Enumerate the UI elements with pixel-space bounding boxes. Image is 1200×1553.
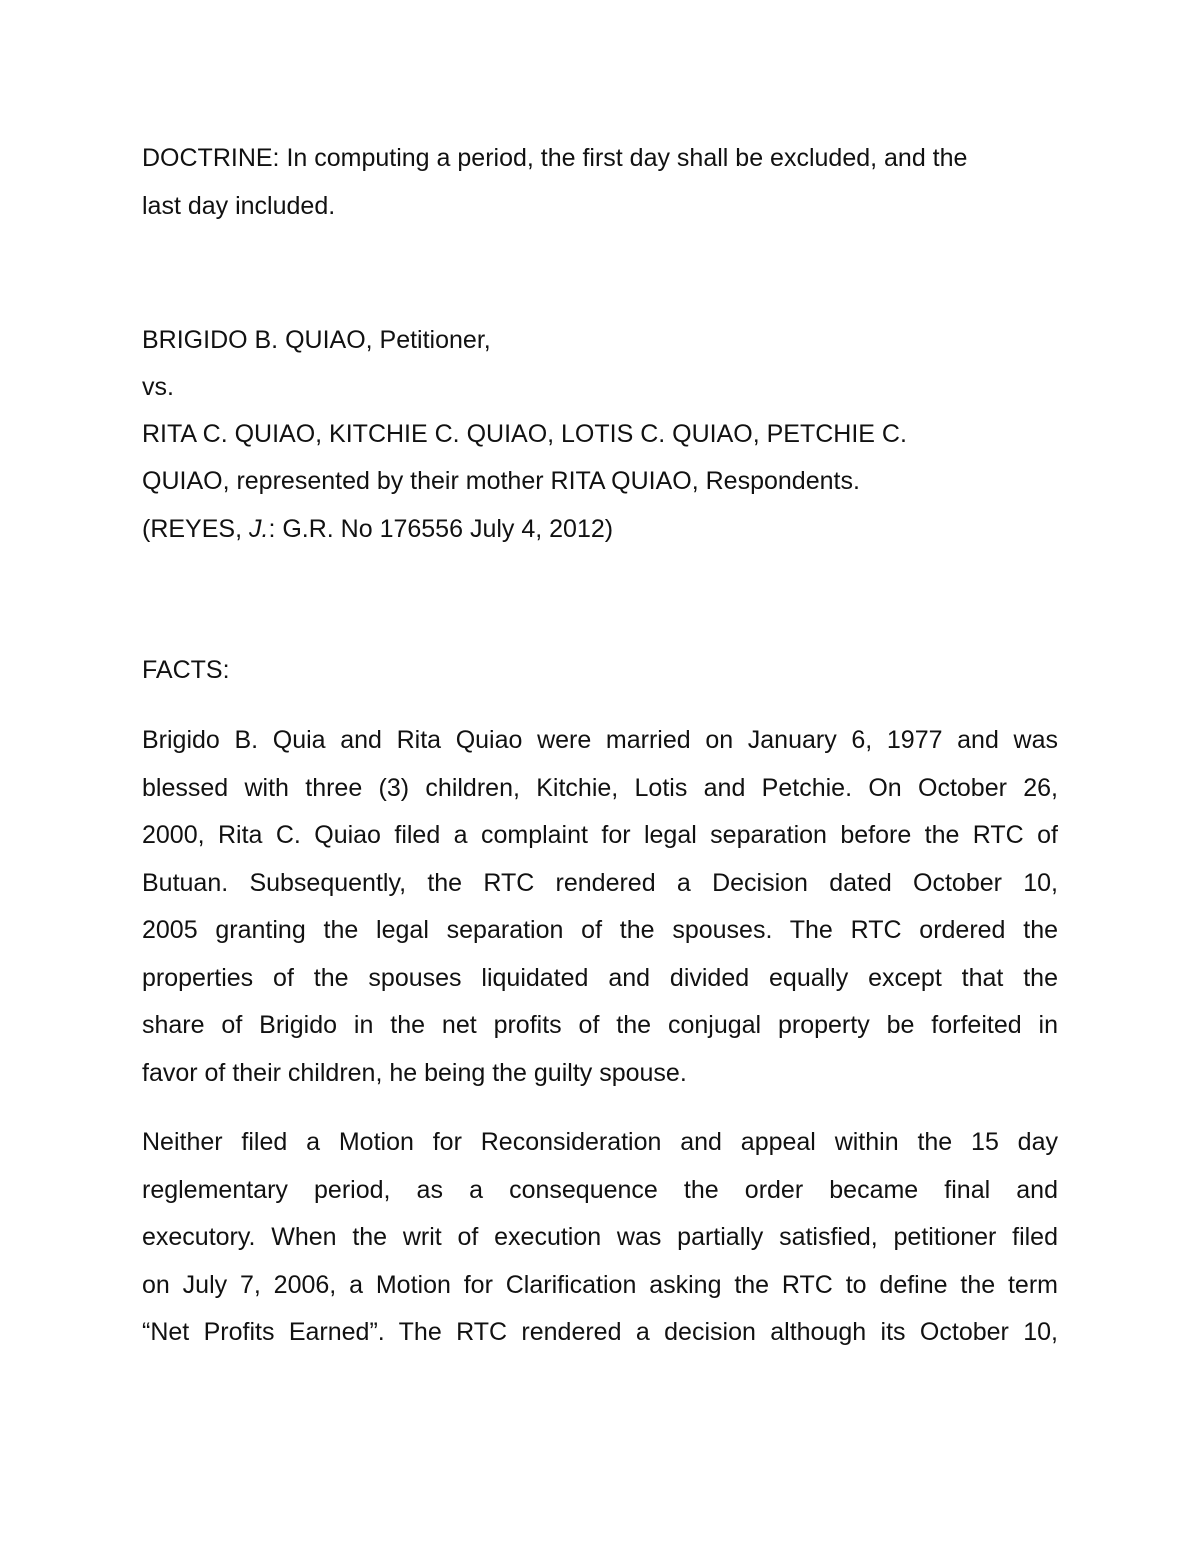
- paragraph-line: executory. When the writ of execution was partially satisfied, petitioner filed: [142, 1223, 1058, 1251]
- facts-heading: FACTS:: [142, 656, 230, 684]
- paragraph-line: Neither filed a Motion for Reconsideration and appeal within the 15 day: [142, 1128, 1058, 1156]
- paragraph-line: on July 7, 2006, a Motion for Clarification asking the RTC to define the term: [142, 1270, 1058, 1299]
- paragraph-line: blessed with three (3) children, Kitchie, Lotis and Petchie. On October 26,: [142, 773, 1058, 802]
- caption-vs: vs.: [142, 373, 174, 401]
- facts-paragraph-1: [142, 717, 1058, 1097]
- doctrine-line-2: last day included.: [142, 192, 336, 220]
- case-citation: [142, 513, 613, 545]
- paragraph-line: 2005 granting the legal separation of the spouses. The RTC ordered the: [142, 916, 1058, 944]
- paragraph-line: “Net Profits Earned”. The RTC rendered a decision although its October 10,: [142, 1318, 1058, 1346]
- paragraph-line: Butuan. Subsequently, the RTC rendered a Decision dated October 10,: [142, 868, 1058, 897]
- caption-respondents-line-1: RITA C. QUIAO, KITCHIE C. QUIAO, LOTIS C. QUIAO, PETCHIE C.: [142, 420, 907, 448]
- paragraph-line: share of Brigido in the net profits of the conjugal property be forfeited in: [142, 1011, 1058, 1039]
- citation-open: (REYES,: [142, 515, 249, 543]
- caption-petitioner: BRIGIDO B. QUIAO, Petitioner,: [142, 326, 491, 354]
- paragraph-line: favor of their children, he being the guilty spouse.: [142, 1058, 687, 1087]
- citation-judge: J.: [248, 515, 269, 543]
- paragraph-line: 2000, Rita C. Quiao filed a complaint for legal separation before the RTC of: [142, 821, 1058, 849]
- paragraph-line: Brigido B. Quia and Rita Quiao were married on January 6, 1977 and was: [142, 726, 1058, 754]
- paragraph-line: reglementary period, as a consequence the order became final and: [142, 1175, 1058, 1204]
- caption-respondents-line-2: QUIAO, represented by their mother RITA QUIAO, Respondents.: [142, 467, 860, 495]
- paragraph-line: properties of the spouses liquidated and divided equally except that the: [142, 963, 1058, 992]
- facts-paragraph-2: [142, 1119, 1058, 1357]
- document-page: [142, 0, 1058, 1553]
- doctrine-line-1: DOCTRINE: In computing a period, the first day shall be excluded, and the: [142, 144, 968, 172]
- citation-rest: : G.R. No 176556 July 4, 2012): [268, 515, 614, 543]
